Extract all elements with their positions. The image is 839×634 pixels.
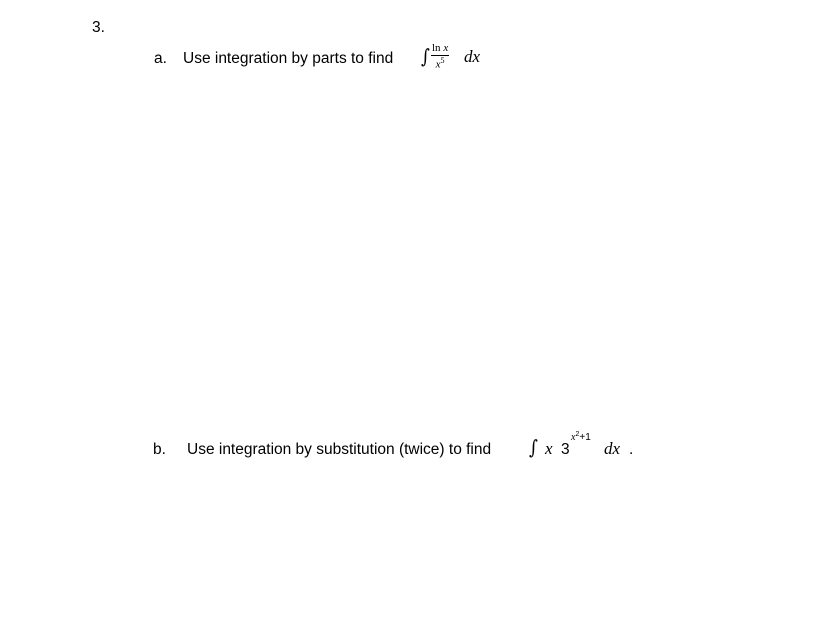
part-b-end-punct: . bbox=[629, 441, 634, 458]
part-b-differential: dx bbox=[604, 439, 621, 458]
part-b-label: b. bbox=[153, 441, 166, 458]
part-a-label: a. bbox=[154, 50, 167, 67]
part-a-differential: dx bbox=[464, 47, 481, 66]
part-a-integral-sign: ∫ bbox=[421, 45, 430, 69]
part-b-text: Use integration by substitution (twice) to find bbox=[187, 441, 492, 458]
fraction-denominator: $x^5$ bbox=[435, 56, 445, 71]
part-b-base: 3 bbox=[561, 441, 570, 458]
question-number: 3. bbox=[92, 19, 105, 36]
fraction-numerator: ln x bbox=[432, 42, 449, 54]
part-b-exponent: $x^2+1$ bbox=[571, 431, 591, 443]
part-a-text: Use integration by parts to find bbox=[183, 50, 394, 67]
part-b-integral-sign: ∫ bbox=[529, 436, 538, 460]
part-a-fraction bbox=[431, 43, 449, 71]
part-b-factor: x bbox=[545, 439, 553, 458]
